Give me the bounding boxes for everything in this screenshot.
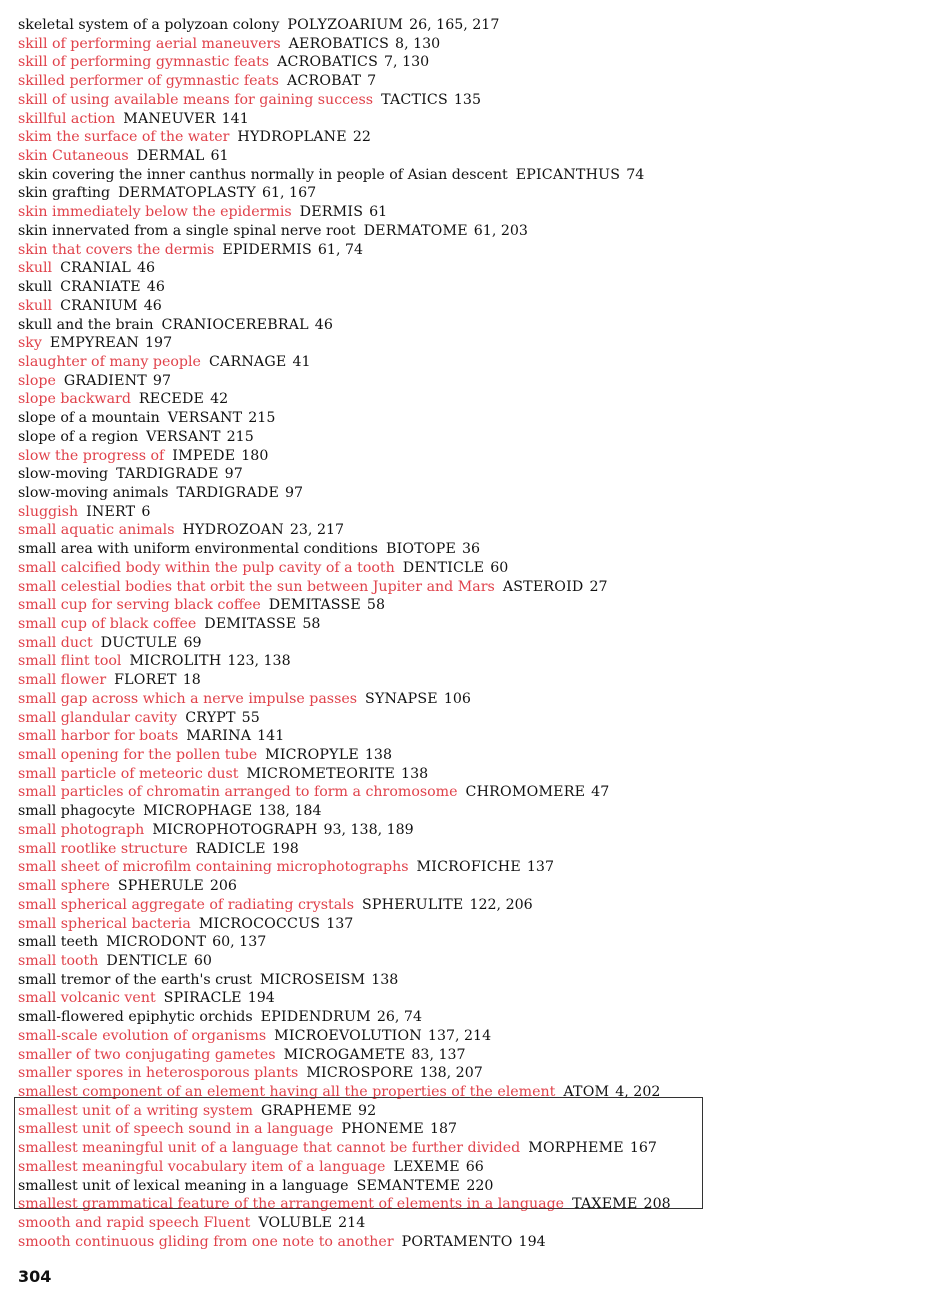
entry-definition: smallest unit of speech sound in a language — [18, 1121, 334, 1138]
entry-word: DENTICLE — [106, 952, 188, 969]
entry-pages: 22 — [352, 129, 371, 146]
entry-definition: smaller spores in heterosporous plants — [18, 1065, 299, 1082]
list-item — [18, 1233, 918, 1252]
list-item — [18, 596, 918, 615]
entry-definition: small photograph — [18, 821, 145, 838]
list-item — [18, 858, 918, 877]
entry-pages: 138, 207 — [419, 1065, 483, 1082]
list-item — [18, 783, 918, 802]
entry-word: SEMANTEME — [356, 1177, 461, 1194]
entry-word: CRANIOCEREBRAL — [161, 316, 309, 333]
entry-pages: 46 — [146, 279, 165, 296]
entry-word: MICROPHAGE — [143, 803, 253, 820]
entry-word: CRANIATE — [60, 279, 141, 296]
entry-pages: 214 — [338, 1215, 366, 1231]
entry-word: MICROMETEORITE — [246, 765, 396, 782]
entry-pages: 198 — [271, 840, 299, 857]
entry-definition: skillful action — [18, 110, 116, 127]
list-item — [18, 952, 918, 971]
list-item — [18, 896, 918, 915]
list-item — [18, 35, 918, 54]
entry-word: MICROPYLE — [265, 747, 359, 764]
entry-definition: smallest unit of a writing system — [18, 1102, 254, 1119]
entry-pages: 187 — [429, 1121, 458, 1138]
entry-definition: smooth and rapid speech Fluent — [18, 1215, 251, 1231]
entry-definition: skin Cutaneous — [18, 148, 129, 165]
entry-word: MICROCOCCUS — [198, 915, 321, 932]
entry-definition: sky — [18, 335, 42, 352]
list-item — [18, 259, 918, 278]
entry-definition: slaughter of many people — [18, 353, 201, 370]
entry-definition: slope of a mountain — [18, 410, 160, 427]
list-item — [18, 465, 918, 484]
entry-pages: 206 — [209, 878, 237, 895]
entry-definition: skull and the brain — [18, 316, 154, 333]
entry-definition: slope backward — [18, 391, 131, 408]
entry-pages: 26, 74 — [376, 1009, 422, 1026]
entry-pages: 61 — [369, 204, 388, 221]
entry-definition: skin covering the inner canthus normally in people of Asian descent — [18, 166, 508, 183]
entry-word: MICROSPORE — [306, 1065, 414, 1082]
entry-word: SPHERULE — [117, 878, 204, 895]
entry-word: DEMITASSE — [204, 616, 297, 632]
list-item — [18, 989, 918, 1008]
entry-word: POLYZOARIUM — [287, 17, 404, 33]
entry-word: LEXEME — [393, 1158, 460, 1175]
entry-word: DERMIS — [299, 204, 364, 221]
entry-pages: 137, 214 — [427, 1027, 492, 1044]
entry-definition: small particle of meteoric dust — [18, 765, 239, 782]
entry-pages: 61, 74 — [317, 241, 364, 258]
list-item — [18, 1008, 918, 1027]
entry-pages: 61 — [210, 148, 229, 165]
entry-word: IMPEDE — [172, 447, 236, 464]
list-item — [18, 1064, 918, 1083]
list-item — [18, 222, 918, 241]
entry-word: SPHERULITE — [361, 896, 464, 913]
entry-pages: 23, 217 — [289, 522, 345, 539]
entry-pages: 167 — [629, 1140, 657, 1157]
entry-word: TAXEME — [572, 1196, 638, 1213]
entry-word: DERMATOME — [363, 222, 468, 239]
list-item — [18, 53, 918, 72]
list-item — [18, 821, 918, 840]
entry-word: MORPHEME — [528, 1140, 624, 1157]
list-item — [18, 91, 918, 110]
entry-word: TARDIGRADE — [116, 466, 219, 483]
entry-word: DERMAL — [136, 148, 205, 165]
entry-definition: small tooth — [18, 952, 99, 969]
list-item — [18, 840, 918, 859]
entry-word: MANEUVER — [123, 110, 216, 127]
list-item — [18, 334, 918, 353]
entry-pages: 208 — [643, 1196, 671, 1213]
entry-definition: skilled performer of gymnastic feats — [18, 73, 279, 90]
entry-word: EPIDENDRUM — [260, 1009, 371, 1026]
entry-definition: skeletal system of a polyzoan colony — [18, 17, 280, 33]
entry-word: CRYPT — [185, 709, 236, 726]
entry-definition: small volcanic vent — [18, 990, 156, 1007]
entry-definition: skull — [18, 297, 53, 314]
entry-definition: small particles of chromatin arranged to form a chromosome — [18, 784, 458, 801]
entry-definition: skill of performing aerial maneuvers — [18, 35, 281, 52]
entry-definition: skin immediately below the epidermis — [18, 204, 292, 221]
list-item — [18, 521, 918, 540]
entry-definition: small flint tool — [18, 653, 122, 670]
entry-pages: 36 — [462, 541, 481, 558]
entry-pages: 66 — [465, 1158, 484, 1175]
entry-pages: 215 — [226, 428, 254, 445]
entry-definition: skim the surface of the water — [18, 129, 230, 146]
entry-pages: 106 — [443, 690, 471, 707]
entry-pages: 138 — [371, 971, 399, 988]
entry-word: VERSANT — [167, 410, 243, 427]
page-number: 304 — [18, 1267, 52, 1286]
entry-definition: small cup of black coffee — [18, 616, 197, 632]
entry-pages: 122, 206 — [469, 896, 533, 913]
entry-pages: 138 — [364, 747, 392, 764]
entry-pages: 180 — [241, 447, 269, 464]
list-item — [18, 971, 918, 990]
entry-pages: 60, 137 — [212, 934, 267, 951]
entry-word: MICRODONT — [106, 934, 207, 951]
list-item — [18, 316, 918, 335]
list-item — [18, 915, 918, 934]
entry-pages: 97 — [285, 484, 304, 501]
entry-list — [18, 16, 918, 1251]
entry-pages: 4, 202 — [615, 1083, 661, 1100]
entry-pages: 61, 167 — [261, 185, 317, 202]
list-item — [18, 559, 918, 578]
entry-pages: 7, 130 — [384, 54, 430, 71]
list-item — [18, 671, 918, 690]
entry-pages: 97 — [224, 466, 243, 483]
entry-pages: 220 — [466, 1177, 494, 1194]
entry-pages: 27 — [589, 578, 608, 595]
entry-word: SYNAPSE — [365, 690, 438, 707]
entry-definition: small spherical aggregate of radiating crystals — [18, 896, 354, 913]
entry-definition: small-scale evolution of organisms — [18, 1027, 267, 1044]
entry-pages: 58 — [302, 616, 321, 632]
entry-definition: small phagocyte — [18, 803, 136, 820]
entry-pages: 41 — [292, 353, 311, 370]
list-item — [18, 615, 918, 634]
entry-definition: small opening for the pollen tube — [18, 747, 258, 764]
entry-word: MICROPHOTOGRAPH — [152, 821, 318, 838]
entry-pages: 137 — [526, 859, 554, 876]
entry-definition: small duct — [18, 634, 93, 651]
entry-word: ACROBAT — [286, 73, 362, 90]
list-item — [18, 933, 918, 952]
entry-word: RECEDE — [138, 391, 205, 408]
entry-pages: 47 — [591, 784, 610, 801]
entry-definition: skill of using available means for gaining success — [18, 91, 374, 108]
entry-definition: sluggish — [18, 503, 79, 520]
entry-definition: smallest grammatical feature of the arrangement of elements in a language — [18, 1196, 565, 1213]
list-item — [18, 203, 918, 222]
list-item — [18, 110, 918, 129]
list-item — [18, 184, 918, 203]
entry-definition: small harbor for boats — [18, 728, 179, 745]
entry-definition: small flower — [18, 672, 107, 689]
list-item — [18, 727, 918, 746]
entry-word: CHROMOMERE — [465, 784, 586, 801]
entry-word: MICROEVOLUTION — [274, 1027, 422, 1044]
entry-definition: small gap across which a nerve impulse passes — [18, 690, 358, 707]
entry-pages: 69 — [183, 634, 202, 651]
entry-word: CRANIUM — [60, 297, 138, 314]
list-item — [18, 409, 918, 428]
entry-definition: small spherical bacteria — [18, 915, 191, 932]
entry-pages: 194 — [518, 1233, 546, 1250]
entry-pages: 42 — [210, 391, 229, 408]
entry-definition: skin that covers the dermis — [18, 241, 215, 258]
list-item — [18, 1214, 918, 1233]
entry-definition: small celestial bodies that orbit the sun between Jupiter and Mars — [18, 578, 495, 595]
highlight-box — [14, 1097, 703, 1209]
entry-definition: skill of performing gymnastic feats — [18, 54, 270, 71]
list-item — [18, 802, 918, 821]
entry-word: GRAPHEME — [261, 1102, 353, 1119]
list-item — [18, 147, 918, 166]
entry-pages: 26, 165, 217 — [409, 17, 500, 33]
entry-pages: 197 — [145, 335, 173, 352]
entry-word: MICROSEISM — [260, 971, 366, 988]
entry-word: MICROGAMETE — [283, 1046, 406, 1063]
entry-pages: 194 — [247, 990, 275, 1007]
entry-pages: 46 — [136, 260, 156, 277]
entry-pages: 18 — [182, 672, 201, 689]
list-item — [18, 353, 918, 372]
entry-word: EPICANTHUS — [515, 166, 621, 183]
entry-word: VOLUBLE — [258, 1215, 333, 1231]
list-item — [18, 540, 918, 559]
list-item — [18, 578, 918, 597]
entry-word: RADICLE — [195, 840, 266, 857]
list-item — [18, 652, 918, 671]
entry-pages: 8, 130 — [395, 35, 441, 52]
entry-pages: 61, 203 — [473, 222, 528, 239]
entry-pages: 74 — [626, 166, 645, 183]
entry-definition: small-flowered epiphytic orchids — [18, 1009, 253, 1026]
list-item — [18, 372, 918, 391]
entry-word: AEROBATICS — [288, 35, 390, 52]
entry-pages: 138 — [401, 765, 429, 782]
list-item — [18, 72, 918, 91]
entry-word: PORTAMENTO — [401, 1233, 513, 1250]
list-item — [18, 447, 918, 466]
entry-definition: skin innervated from a single spinal nerve root — [18, 222, 356, 239]
entry-word: DEMITASSE — [268, 597, 361, 614]
entry-definition: slow the progress of — [18, 447, 165, 464]
list-item — [18, 1046, 918, 1065]
list-item — [18, 877, 918, 896]
list-item — [18, 503, 918, 522]
entry-word: MICROFICHE — [416, 859, 521, 876]
entry-definition: slope of a region — [18, 428, 139, 445]
list-item — [18, 166, 918, 185]
entry-definition: skull — [18, 260, 53, 277]
entry-word: HYDROPLANE — [237, 129, 347, 146]
list-item — [18, 709, 918, 728]
entry-word: CARNAGE — [208, 353, 287, 370]
entry-definition: small calcified body within the pulp cavity of a tooth — [18, 559, 395, 576]
entry-word: CRANIAL — [60, 260, 131, 277]
entry-pages: 123, 138 — [227, 653, 291, 670]
entry-word: ASTEROID — [502, 578, 584, 595]
list-item — [18, 746, 918, 765]
entry-pages: 141 — [257, 728, 285, 745]
entry-pages: 6 — [141, 503, 151, 520]
entry-word: EPIDERMIS — [222, 241, 312, 258]
entry-definition: small area with uniform environmental conditions — [18, 541, 378, 558]
entry-word: FLORET — [114, 672, 177, 689]
entry-definition: smooth continuous gliding from one note to another — [18, 1233, 394, 1250]
list-item — [18, 128, 918, 147]
list-item — [18, 278, 918, 297]
entry-definition: smaller of two conjugating gametes — [18, 1046, 276, 1063]
entry-pages: 97 — [152, 372, 171, 389]
entry-word: MICROLITH — [129, 653, 222, 670]
entry-definition: small sphere — [18, 878, 110, 895]
entry-word: EMPYREAN — [49, 335, 140, 352]
entry-pages: 7 — [367, 73, 377, 90]
entry-pages: 55 — [241, 709, 260, 726]
entry-pages: 58 — [366, 597, 385, 614]
entry-word: HYDROZOAN — [182, 522, 284, 539]
entry-definition: skin grafting — [18, 185, 111, 202]
list-item — [18, 297, 918, 316]
list-item — [18, 1027, 918, 1046]
entry-pages: 83, 137 — [411, 1046, 466, 1063]
entry-word: GRADIENT — [63, 372, 147, 389]
entry-pages: 60 — [193, 952, 212, 969]
entry-definition: slow-moving — [18, 466, 109, 483]
entry-word: MARINA — [186, 728, 252, 745]
entry-word: ACROBATICS — [277, 54, 379, 71]
list-item — [18, 634, 918, 653]
entry-word: DENTICLE — [402, 559, 485, 576]
entry-definition: small glandular cavity — [18, 709, 178, 726]
list-item — [18, 241, 918, 260]
entry-word: TARDIGRADE — [176, 484, 280, 501]
entry-pages: 46 — [143, 297, 162, 314]
entry-definition: slope — [18, 372, 56, 389]
entry-pages: 92 — [358, 1102, 377, 1119]
entry-word: TACTICS — [381, 91, 448, 108]
entry-word: DERMATOPLASTY — [118, 185, 256, 202]
entry-word: PHONEME — [341, 1121, 424, 1138]
entry-pages: 46 — [314, 316, 333, 333]
entry-definition: smallest meaningful unit of a language that cannot be further divided — [18, 1140, 521, 1157]
entry-pages: 141 — [221, 110, 249, 127]
entry-definition: smallest component of an element having all the properties of the element — [18, 1083, 556, 1100]
list-item — [18, 484, 918, 503]
entry-definition: skull — [18, 279, 53, 296]
entry-word: ATOM — [563, 1083, 610, 1100]
entry-pages: 137 — [326, 915, 354, 932]
list-item — [18, 428, 918, 447]
entry-definition: small aquatic animals — [18, 522, 175, 539]
entry-definition: small sheet of microfilm containing microphotographs — [18, 859, 409, 876]
entry-definition: small teeth — [18, 934, 99, 951]
list-item — [18, 390, 918, 409]
entry-definition: small cup for serving black coffee — [18, 597, 261, 614]
entry-word: INERT — [86, 503, 136, 520]
entry-pages: 138, 184 — [258, 803, 322, 820]
entry-definition: smallest unit of lexical meaning in a language — [18, 1177, 349, 1194]
entry-pages: 135 — [453, 91, 481, 108]
entry-word: SPIRACLE — [163, 990, 242, 1007]
list-item — [18, 16, 918, 35]
entry-definition: small tremor of the earth's crust — [18, 971, 253, 988]
entry-word: BIOTOPE — [385, 541, 457, 558]
entry-definition: slow-moving animals — [18, 484, 169, 501]
entry-definition: small rootlike structure — [18, 840, 188, 857]
entry-pages: 60 — [490, 559, 509, 576]
entry-definition: smallest meaningful vocabulary item of a language — [18, 1158, 386, 1175]
entry-word: VERSANT — [146, 428, 221, 445]
list-item — [18, 690, 918, 709]
list-item — [18, 765, 918, 784]
entry-pages: 215 — [248, 410, 276, 427]
entry-pages: 93, 138, 189 — [323, 821, 414, 838]
entry-word: DUCTULE — [100, 634, 178, 651]
